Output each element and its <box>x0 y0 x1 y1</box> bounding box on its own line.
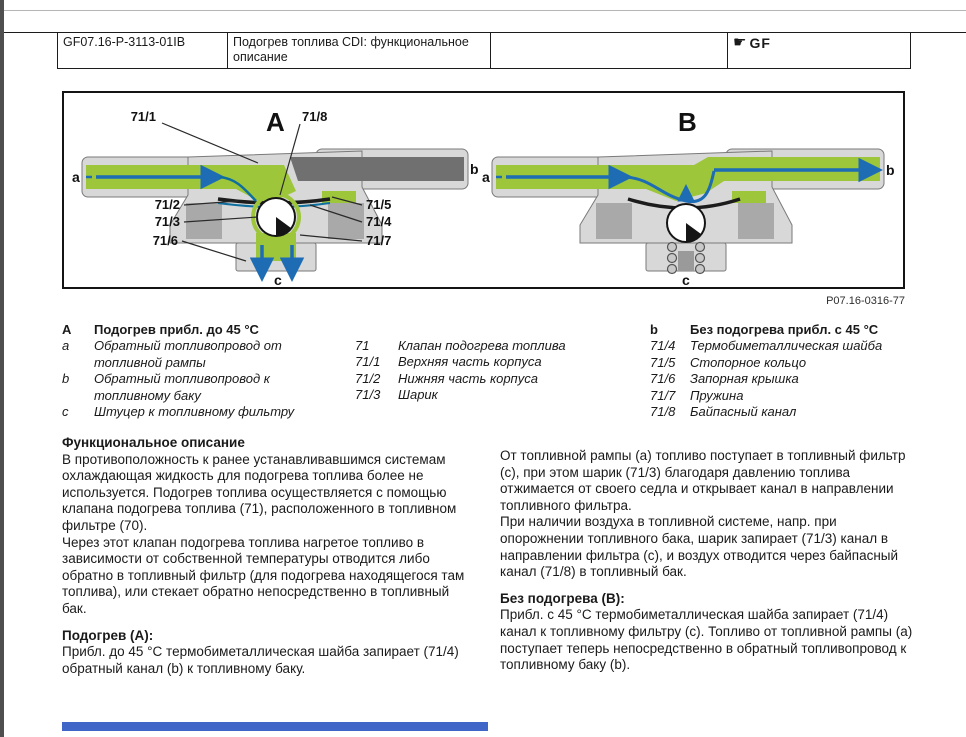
port-b-label: b <box>886 162 895 178</box>
legend-text: Без подогрева прибл. с 45 °C <box>690 322 879 337</box>
housing-pillar-right <box>738 203 774 239</box>
spacer <box>62 618 477 628</box>
valve-diagram-a <box>70 97 480 287</box>
port-c-label: c <box>682 272 690 287</box>
legend-row <box>355 371 630 387</box>
no-heating-paragraph: Прибл. с 45 °C термобиметаллическая шайба запирает (71/4) канал к топливному фильтру (c). Топливо от топливной рампы (a) поступает теперь непосредственно в обратный топливопровод к топливному баку (b). <box>500 607 913 673</box>
description-paragraph: От топливной рампы (a) топливо поступает в топливный фильтр (c), при этом шарик (71/3) благодаря давлению топлива отжимается от своего седла и открывает канал в направлении топливного фильтра. <box>500 448 906 513</box>
valve-diagram-b <box>480 97 904 287</box>
document-id: GF07.16-P-3113-01IB <box>58 33 228 68</box>
legend-key: b <box>650 322 658 337</box>
legend-key: 71/5 <box>650 354 676 370</box>
callout-71-1: 71/1 <box>130 109 156 124</box>
pointing-hand-icon: ☛ <box>733 34 747 51</box>
legend-row <box>355 387 630 403</box>
legend-text: Байпасный канал <box>690 404 797 420</box>
window-left-border <box>0 0 4 737</box>
legend-row <box>62 338 342 371</box>
legend-key: b <box>62 371 70 387</box>
legend-key: 71/6 <box>650 371 676 387</box>
callout-71-5: 71/5 <box>366 197 392 212</box>
description-left-column <box>62 435 477 677</box>
description-paragraph: Через этот клапан подогрева топлива нагретое топливо в зависимости от собственной температуры отводится либо обратно в топливный фильтр (для подогрева находящегося там топлива), или стекает обратно непосредственно в топливный бак. <box>62 534 465 616</box>
legend-text: Стопорное кольцо <box>690 354 807 370</box>
legend-row <box>650 355 930 371</box>
spring-guide <box>678 251 694 271</box>
document-title: Подогрев топлива CDI: функциональное описание <box>228 33 491 68</box>
housing-pillar-left <box>596 203 632 239</box>
callout-71-4: 71/4 <box>366 214 392 229</box>
no-heating-heading: Без подогрева (B): <box>500 590 625 606</box>
legend-text: Шарик <box>398 387 438 403</box>
page-top-rule <box>4 10 966 11</box>
legend-text: Запорная крышка <box>690 371 799 387</box>
port-c-label: c <box>274 272 282 287</box>
description-right-column <box>500 448 922 674</box>
legend-key: 71 <box>355 338 370 353</box>
legend-column-3 <box>650 322 930 420</box>
legend-text: Нижняя часть корпуса <box>398 370 538 386</box>
spacer <box>500 581 922 591</box>
legend-row <box>650 322 930 338</box>
legend-row <box>62 404 342 420</box>
legend-text: Штуцер к топливному фильтру <box>94 404 295 420</box>
legend-key: 71/8 <box>650 404 676 420</box>
callout-71-8: 71/8 <box>302 109 328 124</box>
legend-row <box>650 371 930 387</box>
legend-row <box>650 338 930 354</box>
description-heading: Функциональное описание <box>62 435 245 450</box>
legend-text: Обратный топливопровод к топливному баку <box>94 371 270 403</box>
view-a-title: A <box>266 107 285 137</box>
header-info-type-cell <box>728 33 910 68</box>
info-type-label: GF <box>749 35 771 51</box>
lock-ring-pocket <box>322 191 356 203</box>
figure-frame <box>62 91 905 289</box>
legend-text: Верхняя часть корпуса <box>398 354 542 370</box>
legend-text: Пружина <box>690 387 744 403</box>
description-paragraph: В противоположность к ранее устанавливавшимся системам охлаждающая жидкость для подогрева топлива более не используется. Подогрев топлива осуществляется с помощью клапана подогрева топлива (71), расположенного в топливном фильтре (70). <box>62 451 457 533</box>
legend-key: 71/2 <box>355 370 381 386</box>
callout-71-6: 71/6 <box>152 233 178 248</box>
legend-column-2 <box>355 322 630 404</box>
legend-key: 71/7 <box>650 387 676 403</box>
view-b-title: B <box>678 107 697 137</box>
legend-text: Термобиметаллическая шайба <box>690 338 883 354</box>
description-paragraph: При наличии воздуха в топливной системе, напр. при опорожнении топливного бака, шарик запирает (71/3) канал в направлении фильтра (c), и воздух отводится через байпасный канал (71/8) в топливный бак. <box>500 514 899 580</box>
legend-row <box>355 354 630 370</box>
legend-key: 71/4 <box>650 338 676 354</box>
callout-71-7: 71/7 <box>366 233 392 248</box>
legend-key: 71/1 <box>355 354 381 370</box>
legend-text: Клапан подогрева топлива <box>398 338 566 353</box>
port-b-label: b <box>470 161 479 177</box>
closed-channel-right <box>314 157 464 181</box>
legend-key: A <box>62 322 72 337</box>
heating-paragraph: Прибл. до 45 °C термобиметаллическая шайба запирает (71/4) обратный канал (b) к топливному баку. <box>62 644 459 676</box>
legend-key: a <box>62 338 70 354</box>
legend-column-1 <box>62 322 342 420</box>
callout-71-3: 71/3 <box>154 214 180 229</box>
legend-row <box>62 371 342 404</box>
legend-row <box>355 338 630 354</box>
port-a-label: a <box>482 169 490 185</box>
figure-number: P07.16-0316-77 <box>826 295 905 307</box>
legend-key: c <box>62 404 69 420</box>
legend-row <box>62 322 342 338</box>
legend-row <box>650 404 930 420</box>
legend-text: Подогрев прибл. до 45 °C <box>94 322 259 337</box>
heating-heading: Подогрев (A): <box>62 627 154 643</box>
document-header-table <box>57 33 911 69</box>
port-a-label: a <box>72 169 80 185</box>
callout-71-2: 71/2 <box>154 197 180 212</box>
legend-key: 71/3 <box>355 387 381 403</box>
legend-text: Обратный топливопровод от топливной рампы <box>94 338 282 370</box>
horizontal-scrollbar-thumb[interactable] <box>62 722 488 731</box>
legend-row <box>650 388 930 404</box>
header-empty-cell <box>491 33 728 68</box>
